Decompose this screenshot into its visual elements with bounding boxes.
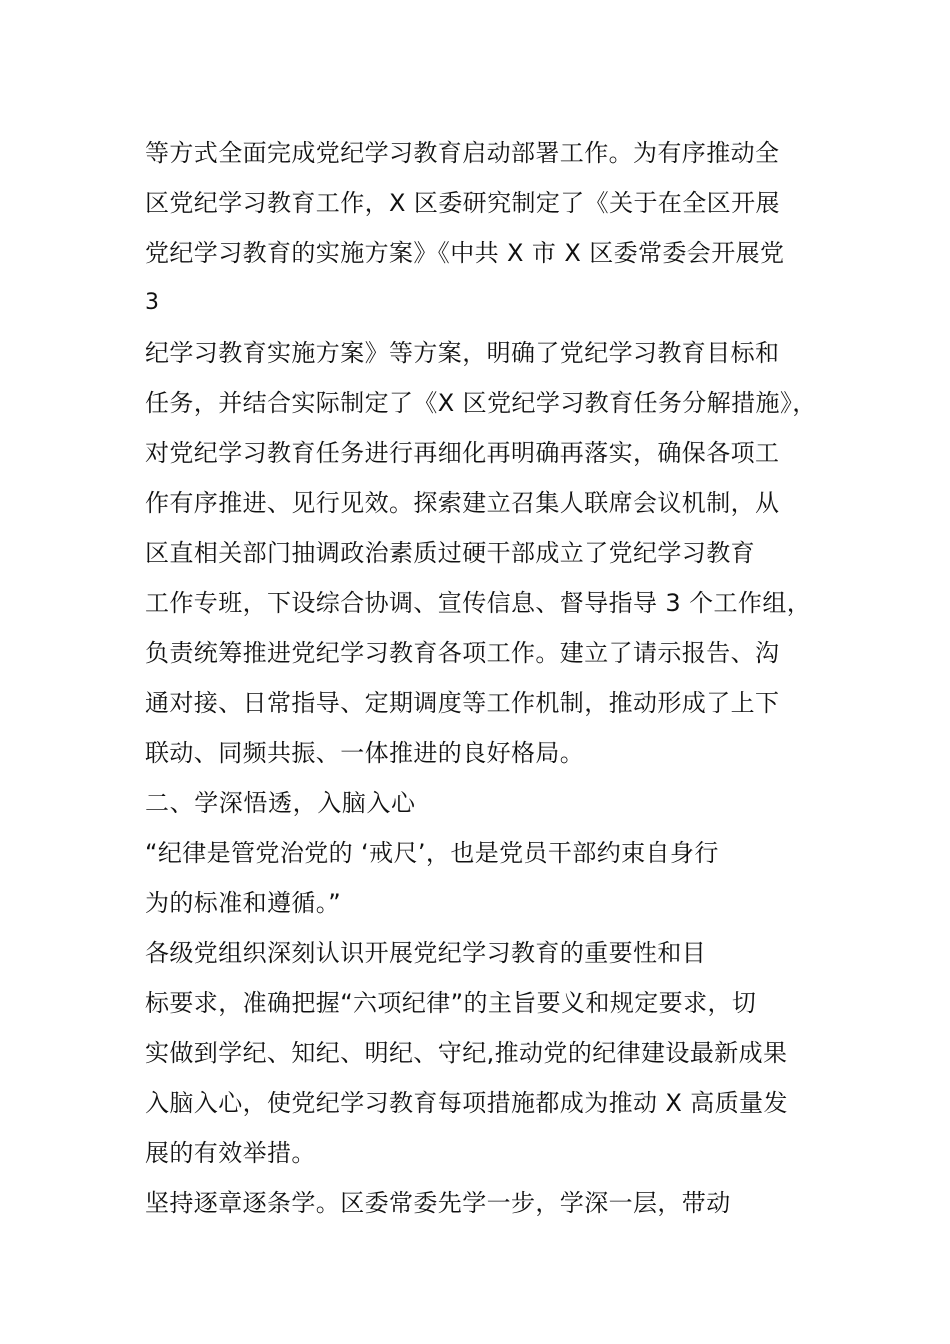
text-line: 纪学习教育实施方案》等方案，明确了党纪学习教育目标和 bbox=[145, 339, 780, 367]
document-body bbox=[145, 128, 845, 1228]
text-line: 区直相关部门抽调政治素质过硬干部成立了党纪学习教育 bbox=[145, 539, 755, 567]
text-line: 对党纪学习教育任务进行再细化再明确再落实，确保各项工 bbox=[145, 439, 780, 467]
text-line: 联动、同频共振、一体推进的良好格局。 bbox=[145, 739, 585, 767]
text-line: 展的有效举措。 bbox=[145, 1139, 316, 1167]
text-line: 等方式全面完成党纪学习教育启动部署工作。为有序推动全 bbox=[145, 139, 780, 167]
quote-line: “纪律是管党治党的 ‘戒尺’，也是党员干部约束自身行 bbox=[145, 839, 719, 867]
text-line: 入脑入心，使党纪学习教育每项措施都成为推动 X 高质量发 bbox=[145, 1089, 788, 1117]
text-line: 负责统筹推进党纪学习教育各项工作。建立了请示报告、沟 bbox=[145, 639, 780, 667]
text-line: 标要求，准确把握“六项纪律”的主旨要义和规定要求，切 bbox=[145, 989, 757, 1017]
text-line: 任务，并结合实际制定了《X 区党纪学习教育任务分解措施》， bbox=[145, 389, 817, 417]
section-heading: 二、学深悟透，入脑入心 bbox=[145, 789, 416, 817]
text-line: 区党纪学习教育工作，X 区委研究制定了《关于在全区开展 bbox=[145, 189, 780, 217]
quote-line: 为的标准和遵循。” bbox=[145, 889, 342, 917]
page-number: 3 bbox=[145, 290, 160, 315]
text-line: 实做到学纪、知纪、明纪、守纪,推动党的纪律建设最新成果 bbox=[145, 1039, 788, 1067]
text-line: 坚持逐章逐条学。区委常委先学一步，学深一层，带动 bbox=[145, 1189, 731, 1217]
text-line: 工作专班，下设综合协调、宣传信息、督导指导 3 个工作组， bbox=[145, 589, 812, 617]
text-line: 党纪学习教育的实施方案》《中共 X 市 X 区委常委会开展党 bbox=[145, 239, 785, 267]
text-line: 通对接、日常指导、定期调度等工作机制，推动形成了上下 bbox=[145, 689, 780, 717]
text-line: 作有序推进、见行见效。探索建立召集人联席会议机制，从 bbox=[145, 489, 780, 517]
text-line: 各级党组织深刻认识开展党纪学习教育的重要性和目 bbox=[145, 939, 707, 967]
